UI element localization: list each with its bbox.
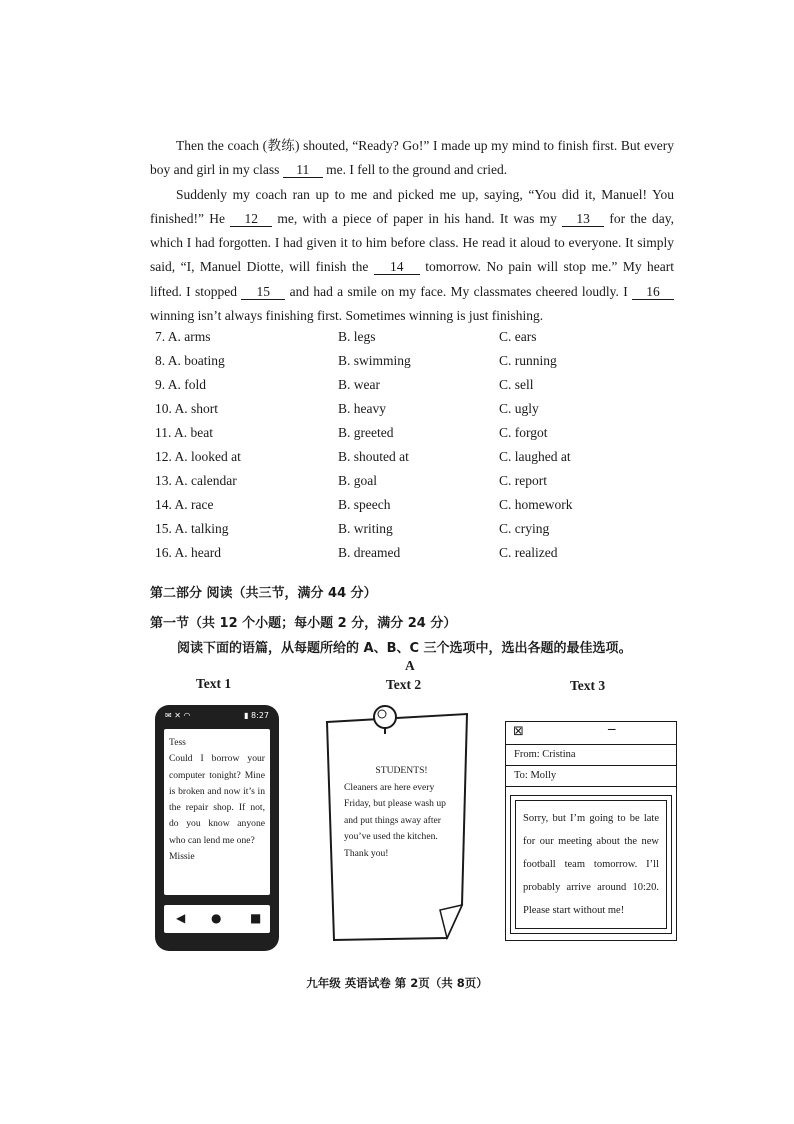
option-row: 11. A. beat B. greeted C. forgot [155, 425, 548, 440]
battery-icon: ▮ [244, 711, 249, 720]
email-body: Sorry, but I’m going to be late for our meeting about the new football team tomorrow. I’ll probably arrive around 10:20. Please start without me! [515, 800, 667, 929]
note-heading: STUDENTS! [375, 765, 428, 776]
blank-13: 13 [562, 211, 604, 227]
option-row: 12. A. looked at B. shouted at C. laughed at [155, 449, 571, 464]
note-body: Cleaners are here every Friday, but please wash up and put things away after you’ve used the kitchen. [344, 781, 446, 842]
note-text [344, 763, 454, 862]
paragraph-2: Suddenly my coach ran up to me and picked me up, saying, “You did it, Manuel! You finished!” He 12 me, with a piece of paper in his hand. It was my 13 for the day, which I had forgotten. I had given it to him before class. He read it aloud to everyone. It simply said, “I, Manuel Diotte, will finish the 14 tomorrow. No pain will stop me.” My heart lifted. I stopped 15 and had a smile on my face. My classmates cheered loudly. I 16 winning isn’t always finishing first. Sometimes winning is just finishing. [150, 186, 675, 324]
page-footer: 九年级 英语试卷 第 2页（共 8页） [306, 976, 488, 990]
blank-12: 12 [230, 211, 272, 227]
phone-screen [164, 729, 270, 895]
email-title-bar [506, 722, 676, 745]
blank-16: 16 [632, 284, 674, 300]
answer-options [155, 329, 675, 569]
option-row: 10. A. short B. heavy C. ugly [155, 401, 539, 416]
phone-nav-bar [164, 905, 270, 933]
option-row: 13. A. calendar B. goal C. report [155, 473, 547, 488]
option-row: 16. A. heard B. dreamed C. realized [155, 545, 558, 560]
cloze-passage [150, 134, 674, 328]
email-from: From: Cristina [506, 745, 676, 766]
part-title: 第二部分 阅读（共三节，满分 44 分） [150, 586, 377, 601]
text2-label: Text 2 [386, 677, 422, 692]
email-body-frame [510, 795, 672, 934]
message-sender: Tess [169, 737, 186, 748]
email-window [505, 721, 677, 941]
envelope-icon: ⊠ [513, 724, 524, 739]
blank-11: 11 [283, 162, 323, 178]
option-row: 9. A. fold B. wear C. sell [155, 377, 534, 392]
recent-apps-icon: ■ [250, 911, 262, 925]
phone-time: 8:27 [251, 711, 269, 720]
option-row: 14. A. race B. speech C. homework [155, 497, 573, 512]
paragraph-1: Then the coach (教练) shouted, “Ready? Go!” I made up my mind to finish first. But every boy and girl in my class 11 me. I fell to the ground and cried. [150, 138, 674, 178]
message-signature: Missie [169, 851, 195, 863]
blank-14: 14 [374, 259, 420, 275]
section-instruction: 阅读下面的语篇，从每题所给的 A、B、C 三个选项中，选出各题的最佳选项。 [177, 641, 632, 656]
text1-label: Text 1 [196, 676, 232, 691]
email-to: To: Molly [506, 766, 676, 787]
close-icon: ✕ [174, 711, 181, 720]
mail-icon: ✉ [165, 711, 172, 720]
phone-illustration [155, 705, 279, 951]
text3-label: Text 3 [570, 678, 606, 693]
section-subtitle: 第一节（共 12 个小题；每小题 2 分，满分 24 分） [150, 616, 457, 631]
message-body: Could I borrow your computer tonight? Mine is broken and now it’s in the repair shop. If not, do you know anyone who can lend me one? [169, 753, 265, 846]
phone-status-bar [165, 711, 269, 725]
minimize-icon: – [608, 721, 616, 737]
note-closing: Thank you! [344, 847, 389, 859]
wifi-icon: ◠ [183, 711, 191, 720]
home-icon: ● [211, 911, 222, 925]
passage-letter: A [405, 658, 415, 673]
option-row: 7. A. arms B. legs C. ears [155, 329, 537, 344]
option-row: 8. A. boating B. swimming C. running [155, 353, 557, 368]
back-icon: ◀ [176, 911, 186, 925]
blank-15: 15 [241, 284, 285, 300]
option-row: 15. A. talking B. writing C. crying [155, 521, 550, 536]
